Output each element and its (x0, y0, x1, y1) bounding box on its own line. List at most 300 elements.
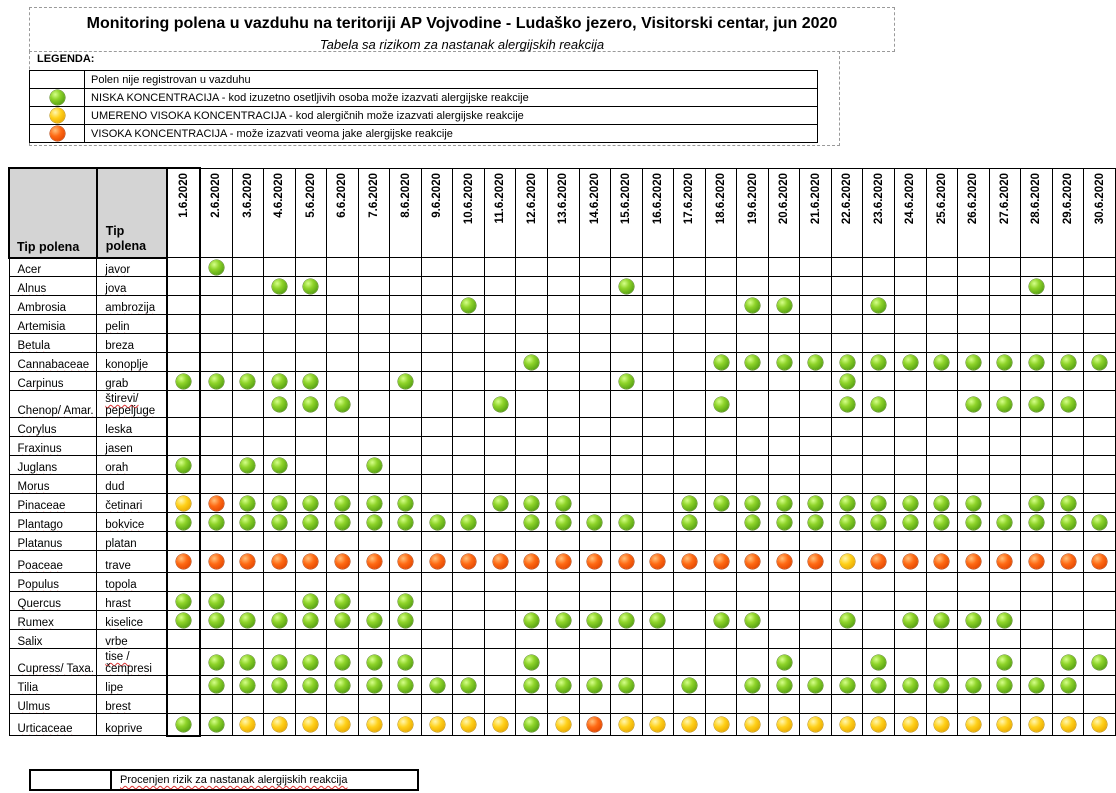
risk-cell (232, 630, 264, 649)
high-concentration-dot (176, 554, 191, 569)
risk-cell (579, 437, 611, 456)
low-concentration-dot (619, 279, 634, 294)
low-concentration-dot (524, 717, 539, 732)
date-label: 30.6.2020 (1093, 172, 1106, 224)
risk-cell (484, 676, 516, 695)
risk-cell (516, 714, 548, 736)
low-concentration-dot (745, 515, 760, 530)
risk-cell (484, 258, 516, 277)
low-concentration-dot (272, 655, 287, 670)
pollen-latin-name: Urticaceae (9, 714, 97, 736)
low-concentration-dot (272, 515, 287, 530)
risk-cell (800, 494, 832, 513)
risk-cell (484, 649, 516, 676)
date-header (863, 168, 895, 258)
risk-cell (926, 551, 958, 573)
risk-cell (863, 649, 895, 676)
risk-cell (926, 714, 958, 736)
risk-cell (1021, 315, 1053, 334)
risk-cell (768, 437, 800, 456)
date-header (926, 168, 958, 258)
risk-cell (895, 418, 927, 437)
risk-cell (264, 277, 296, 296)
risk-cell (642, 714, 674, 736)
risk-cell (642, 334, 674, 353)
table-row (9, 372, 1116, 391)
risk-cell (674, 611, 706, 630)
risk-cell (516, 391, 548, 418)
risk-cell (642, 611, 674, 630)
risk-cell (167, 315, 200, 334)
risk-cell (989, 592, 1021, 611)
moderate-concentration-dot (398, 717, 413, 732)
risk-cell (674, 372, 706, 391)
risk-cell (548, 296, 580, 315)
risk-cell (390, 315, 422, 334)
risk-cell (264, 714, 296, 736)
low-concentration-dot (840, 355, 855, 370)
risk-cell (167, 372, 200, 391)
risk-cell (484, 573, 516, 592)
low-concentration-dot (997, 397, 1012, 412)
risk-cell (800, 592, 832, 611)
moderate-concentration-dot (1092, 717, 1107, 732)
risk-cell (1021, 611, 1053, 630)
risk-cell (327, 676, 359, 695)
risk-cell (674, 513, 706, 532)
risk-cell (768, 258, 800, 277)
risk-cell (611, 630, 643, 649)
table-row (9, 573, 1116, 592)
date-label: 21.6.2020 (809, 172, 822, 224)
risk-cell (327, 258, 359, 277)
low-concentration-dot (871, 496, 886, 511)
pollen-latin-name: Cupress/ Taxa. (9, 649, 97, 676)
risk-cell (200, 456, 232, 475)
low-concentration-dot (777, 678, 792, 693)
risk-cell (453, 513, 485, 532)
risk-cell (611, 353, 643, 372)
high-concentration-dot (272, 554, 287, 569)
risk-cell (989, 513, 1021, 532)
risk-cell (674, 551, 706, 573)
risk-cell (1052, 695, 1084, 714)
high-concentration-dot (524, 554, 539, 569)
risk-cell (1052, 592, 1084, 611)
risk-cell (421, 372, 453, 391)
risk-cell (421, 513, 453, 532)
low-concentration-dot (871, 678, 886, 693)
risk-cell (421, 649, 453, 676)
high-concentration-dot (209, 496, 224, 511)
risk-cell (484, 437, 516, 456)
low-concentration-dot (335, 594, 350, 609)
risk-cell (800, 437, 832, 456)
risk-cell (926, 353, 958, 372)
risk-cell (327, 649, 359, 676)
risk-cell (863, 277, 895, 296)
risk-cell (989, 391, 1021, 418)
low-concentration-dot (272, 496, 287, 511)
pollen-latin-name: Juglans (9, 456, 97, 475)
low-concentration-dot (966, 397, 981, 412)
risk-cell (831, 676, 863, 695)
risk-cell (674, 532, 706, 551)
pollen-latin-name: Populus (9, 573, 97, 592)
risk-cell (295, 475, 327, 494)
risk-cell (611, 676, 643, 695)
risk-cell (768, 494, 800, 513)
risk-cell (200, 258, 232, 277)
risk-cell (737, 334, 769, 353)
date-header (390, 168, 422, 258)
low-concentration-dot (1092, 355, 1107, 370)
low-concentration-dot (50, 90, 65, 105)
risk-cell (167, 418, 200, 437)
risk-cell (327, 437, 359, 456)
date-label: 19.6.2020 (746, 172, 759, 224)
risk-cell (167, 353, 200, 372)
risk-cell (642, 437, 674, 456)
risk-cell (926, 494, 958, 513)
legend-symbol (30, 107, 85, 125)
high-concentration-dot (997, 554, 1012, 569)
risk-cell (958, 592, 990, 611)
low-concentration-dot (493, 397, 508, 412)
risk-cell (327, 513, 359, 532)
risk-cell (958, 676, 990, 695)
risk-cell (390, 714, 422, 736)
risk-cell (1084, 592, 1116, 611)
risk-cell (642, 315, 674, 334)
risk-cell (737, 611, 769, 630)
risk-cell (358, 334, 390, 353)
risk-cell (548, 258, 580, 277)
risk-cell (516, 475, 548, 494)
moderate-concentration-dot (840, 554, 855, 569)
risk-cell (863, 551, 895, 573)
risk-cell (579, 475, 611, 494)
date-header (295, 168, 327, 258)
risk-cell (642, 573, 674, 592)
risk-cell (295, 532, 327, 551)
low-concentration-dot (777, 355, 792, 370)
pollen-local-name: leska (97, 418, 168, 437)
risk-cell (200, 676, 232, 695)
low-concentration-dot (524, 613, 539, 628)
risk-cell (358, 592, 390, 611)
low-concentration-dot (745, 678, 760, 693)
risk-cell (989, 258, 1021, 277)
risk-cell (421, 353, 453, 372)
pollen-local-name: platan (97, 532, 168, 551)
risk-cell (484, 714, 516, 736)
low-concentration-dot (871, 355, 886, 370)
high-concentration-dot (303, 554, 318, 569)
risk-cell (548, 630, 580, 649)
risk-cell (863, 611, 895, 630)
risk-cell (863, 334, 895, 353)
risk-cell (1021, 437, 1053, 456)
low-concentration-dot (587, 515, 602, 530)
legend-text: UMERENO VISOKA KONCENTRACIJA - kod alergičnih može izazvati alergijske reakcije (85, 107, 818, 125)
date-label: 24.6.2020 (904, 172, 917, 224)
risk-cell (358, 513, 390, 532)
risk-cell (390, 649, 422, 676)
date-label: 1.6.2020 (177, 173, 190, 218)
low-concentration-dot (240, 655, 255, 670)
risk-cell (611, 258, 643, 277)
low-concentration-dot (240, 496, 255, 511)
risk-cell (232, 611, 264, 630)
risk-cell (800, 551, 832, 573)
risk-cell (295, 630, 327, 649)
low-concentration-dot (398, 655, 413, 670)
risk-cell (926, 695, 958, 714)
risk-cell (800, 714, 832, 736)
low-concentration-dot (240, 458, 255, 473)
risk-cell (232, 391, 264, 418)
risk-cell (705, 277, 737, 296)
risk-cell (989, 315, 1021, 334)
risk-cell (295, 573, 327, 592)
risk-cell (453, 353, 485, 372)
legend-row (30, 107, 818, 125)
risk-cell (264, 592, 296, 611)
risk-cell (327, 630, 359, 649)
risk-cell (768, 353, 800, 372)
risk-cell (484, 334, 516, 353)
pollen-latin-name: Acer (9, 258, 97, 277)
pollen-local-name: vrbe (97, 630, 168, 649)
pollen-local-name: jova (97, 277, 168, 296)
high-concentration-dot (461, 554, 476, 569)
low-concentration-dot (398, 594, 413, 609)
date-header (200, 168, 232, 258)
risk-cell (958, 551, 990, 573)
risk-cell (926, 334, 958, 353)
risk-cell (548, 315, 580, 334)
risk-cell (264, 630, 296, 649)
risk-cell (958, 456, 990, 475)
low-concentration-dot (777, 515, 792, 530)
low-concentration-dot (240, 613, 255, 628)
risk-cell (264, 532, 296, 551)
date-label: 7.6.2020 (368, 172, 380, 218)
risk-cell (167, 695, 200, 714)
low-concentration-dot (966, 515, 981, 530)
risk-cell (1052, 494, 1084, 513)
low-concentration-dot (1061, 355, 1076, 370)
risk-cell (327, 573, 359, 592)
low-concentration-dot (335, 515, 350, 530)
risk-cell (167, 611, 200, 630)
risk-cell (895, 494, 927, 513)
risk-cell (768, 676, 800, 695)
risk-cell (421, 532, 453, 551)
risk-cell (1021, 418, 1053, 437)
risk-cell (167, 630, 200, 649)
table-row (9, 532, 1116, 551)
risk-cell (863, 258, 895, 277)
low-concentration-dot (871, 298, 886, 313)
risk-cell (390, 391, 422, 418)
risk-cell (295, 277, 327, 296)
risk-cell (421, 475, 453, 494)
low-concentration-dot (745, 298, 760, 313)
risk-cell (200, 551, 232, 573)
risk-cell (390, 573, 422, 592)
risk-cell (264, 315, 296, 334)
moderate-concentration-dot (777, 717, 792, 732)
risk-cell (516, 611, 548, 630)
risk-cell (768, 418, 800, 437)
risk-cell (579, 334, 611, 353)
date-label: 16.6.2020 (651, 172, 664, 224)
risk-cell (1084, 437, 1116, 456)
low-concentration-dot (209, 515, 224, 530)
risk-cell (579, 315, 611, 334)
risk-cell (421, 391, 453, 418)
risk-cell (484, 315, 516, 334)
risk-cell (200, 592, 232, 611)
risk-cell (516, 296, 548, 315)
risk-cell (831, 494, 863, 513)
risk-cell (390, 676, 422, 695)
table-row (9, 418, 1116, 437)
low-concentration-dot (335, 613, 350, 628)
risk-cell (548, 277, 580, 296)
risk-cell (926, 513, 958, 532)
table-row (9, 676, 1116, 695)
risk-cell (895, 551, 927, 573)
risk-cell (926, 532, 958, 551)
high-concentration-dot (1092, 554, 1107, 569)
risk-cell (737, 475, 769, 494)
risk-cell (831, 551, 863, 573)
table-row (9, 315, 1116, 334)
pollen-latin-name: Cannabaceae (9, 353, 97, 372)
risk-cell (737, 456, 769, 475)
low-concentration-dot (745, 496, 760, 511)
risk-cell (516, 258, 548, 277)
low-concentration-dot (840, 496, 855, 511)
risk-cell (1052, 296, 1084, 315)
risk-cell (958, 649, 990, 676)
low-concentration-dot (209, 594, 224, 609)
low-concentration-dot (1029, 515, 1044, 530)
risk-cell (611, 475, 643, 494)
risk-cell (768, 296, 800, 315)
low-concentration-dot (966, 613, 981, 628)
date-header (800, 168, 832, 258)
risk-cell (484, 611, 516, 630)
risk-cell (895, 573, 927, 592)
risk-cell (579, 630, 611, 649)
risk-cell (674, 258, 706, 277)
risk-cell (232, 315, 264, 334)
low-concentration-dot (461, 298, 476, 313)
risk-cell (548, 334, 580, 353)
risk-cell (264, 334, 296, 353)
date-label: 10.6.2020 (462, 172, 475, 224)
risk-cell (264, 258, 296, 277)
risk-cell (674, 277, 706, 296)
risk-cell (200, 532, 232, 551)
risk-cell (1084, 315, 1116, 334)
risk-cell (516, 437, 548, 456)
risk-cell (295, 391, 327, 418)
risk-cell (548, 456, 580, 475)
risk-cell (358, 456, 390, 475)
risk-cell (768, 532, 800, 551)
date-label: 5.6.2020 (304, 172, 317, 218)
low-concentration-dot (650, 613, 665, 628)
risk-cell (768, 456, 800, 475)
moderate-concentration-dot (240, 717, 255, 732)
high-concentration-dot (398, 554, 413, 569)
risk-cell (768, 573, 800, 592)
risk-cell (863, 391, 895, 418)
legend-text: Polen nije registrovan u vazduhu (85, 71, 818, 89)
risk-cell (831, 630, 863, 649)
table-row (9, 592, 1116, 611)
risk-cell (548, 494, 580, 513)
risk-cell (390, 551, 422, 573)
pollen-local-name: dud (97, 475, 168, 494)
low-concentration-dot (619, 515, 634, 530)
risk-cell (895, 676, 927, 695)
risk-cell (768, 592, 800, 611)
low-concentration-dot (398, 678, 413, 693)
risk-cell (926, 456, 958, 475)
legend-row (30, 71, 818, 89)
risk-cell (421, 611, 453, 630)
risk-cell (895, 475, 927, 494)
risk-cell (768, 695, 800, 714)
low-concentration-dot (966, 496, 981, 511)
risk-cell (484, 353, 516, 372)
risk-cell (611, 714, 643, 736)
risk-cell (674, 630, 706, 649)
risk-cell (611, 391, 643, 418)
risk-cell (327, 372, 359, 391)
risk-cell (200, 391, 232, 418)
risk-cell (863, 315, 895, 334)
risk-cell (295, 695, 327, 714)
risk-cell (737, 296, 769, 315)
risk-cell (926, 315, 958, 334)
risk-cell (453, 592, 485, 611)
risk-cell (989, 551, 1021, 573)
date-label: 4.6.2020 (273, 172, 286, 218)
risk-cell (295, 315, 327, 334)
risk-cell (295, 494, 327, 513)
high-concentration-dot (430, 554, 445, 569)
risk-cell (705, 630, 737, 649)
risk-cell (1021, 475, 1053, 494)
risk-cell (737, 372, 769, 391)
moderate-concentration-dot (303, 717, 318, 732)
risk-cell (926, 391, 958, 418)
low-concentration-dot (903, 496, 918, 511)
risk-cell (232, 573, 264, 592)
risk-cell (737, 391, 769, 418)
table-row (9, 714, 1116, 736)
risk-cell (453, 695, 485, 714)
risk-cell (989, 630, 1021, 649)
risk-cell (167, 714, 200, 736)
